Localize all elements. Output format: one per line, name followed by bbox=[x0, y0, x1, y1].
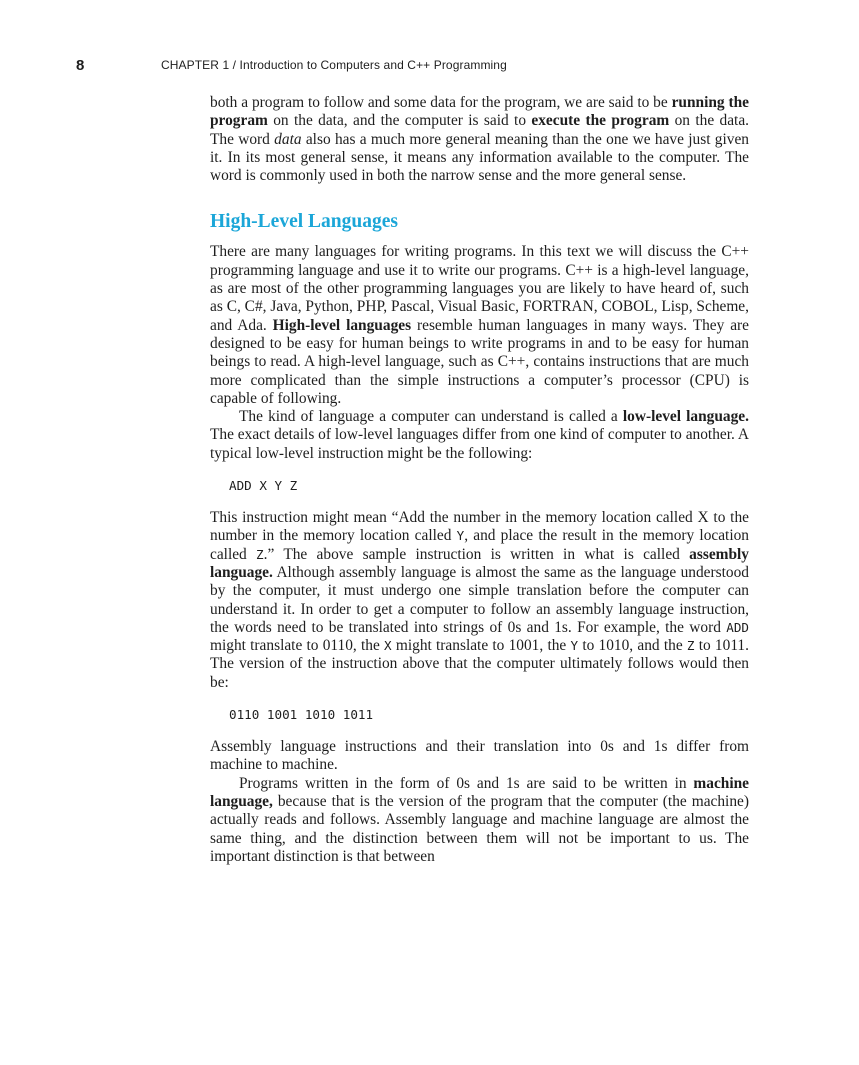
paragraph-machine-language bbox=[210, 775, 749, 866]
section-heading: High-Level Languages bbox=[210, 211, 398, 233]
text-run: , and place the result in the memory location called bbox=[210, 527, 749, 563]
term-assembly-language: assembly language. bbox=[210, 545, 749, 581]
emphasis-data: data bbox=[274, 130, 302, 148]
text-run: Programs written in the form of 0s and 1s are said to be written in bbox=[239, 774, 694, 792]
term-machine-language: machine language, bbox=[210, 774, 749, 810]
text-run: might translate to 1001, the bbox=[391, 637, 571, 655]
text-run: on the data, and the computer is said to bbox=[267, 112, 532, 130]
page-number: 8 bbox=[76, 57, 85, 74]
text-run: might translate to 0110, the bbox=[210, 637, 385, 655]
text-run: The exact details of low-level languages differ from one kind of computer to another. A typical low-level instruction might be the following: bbox=[210, 426, 749, 462]
code-example-binary: 0110 1001 1010 1011 bbox=[229, 707, 374, 723]
term-high-level-languages: High-level languages bbox=[272, 316, 412, 334]
text-run: The kind of language a computer can understand is called a bbox=[239, 408, 623, 426]
term-execute-the-program: execute the program bbox=[531, 112, 670, 130]
term-low-level-language: low-level language. bbox=[622, 408, 749, 426]
text-run: to 1010, and the bbox=[578, 637, 687, 655]
code-inline: X bbox=[384, 638, 392, 654]
code-inline: Y bbox=[456, 528, 465, 544]
text-run: on the data. The word bbox=[210, 112, 750, 148]
paragraph-assembly-differs: Assembly language instructions and their translation into 0s and 1s differ from machine to machine. bbox=[210, 738, 749, 774]
running-head: CHAPTER 1 / Introduction to Computers and C++ Programming bbox=[161, 58, 507, 72]
text-run: also has a much more general meaning than the one we have just given it. In its most general sense, it means any information available to the computer. The word is commonly used in both the narrow sense and the more general sense. bbox=[210, 130, 749, 185]
text-run: both a program to follow and some data for the program, we are said to be bbox=[210, 94, 672, 111]
text-run: Although assembly language is almost the same as the language understood by the computer, it must undergo one simple translation before the computer can understand it. In order to get a computer to follow an assembly language instruction, the words need to be translated into strings of 0s and 1s. For example, the word bbox=[210, 563, 749, 636]
paragraph-low-level-language bbox=[210, 408, 749, 463]
code-inline: Y bbox=[570, 638, 579, 654]
code-example-assembly: ADD X Y Z bbox=[229, 478, 298, 494]
body-text bbox=[210, 94, 749, 866]
text-run: There are many languages for writing programs. In this text we will discuss the C++ programming language and use it to write our programs. C++ is a high-level language, as are most of the other programming languages you are likely to have heard of, such as C, C#, Java, Python, PHP, Pascal, Visual Basic, FORTRAN, COBOL, Lisp, Scheme, and Ada. bbox=[210, 243, 749, 334]
paragraph-high-level-languages bbox=[210, 243, 749, 408]
term-running-the-program: running the program bbox=[210, 94, 749, 130]
text-run: This instruction might mean “Add the number in the memory location called X to the number in the memory location called bbox=[210, 509, 749, 545]
text-run: because that is the version of the program that the computer (the machine) actually reads and follows. Assembly language and machine language are almost the same thing, and the distinction between them will not be important to us. The important distinction is that between bbox=[210, 792, 749, 865]
text-run: .” The above sample instruction is written in what is called bbox=[263, 545, 690, 563]
text-run: to 1011. The version of the instruction above that the computer ultimately follows would then be: bbox=[210, 637, 749, 691]
paragraph-assembly-language bbox=[210, 509, 749, 692]
code-inline: ADD bbox=[726, 619, 749, 635]
code-inline: Z bbox=[256, 546, 264, 562]
text-run: resemble human languages in many ways. They are designed to be easy for human beings to write programs in and to be easy for human beings to read. A high-level language, such as C++, contains instructions that are much more complicated than the simple instructions a computer’s processor (CPU) is capable of following. bbox=[210, 316, 749, 407]
paragraph-data-definition bbox=[210, 94, 749, 185]
code-inline: Z bbox=[686, 638, 695, 654]
